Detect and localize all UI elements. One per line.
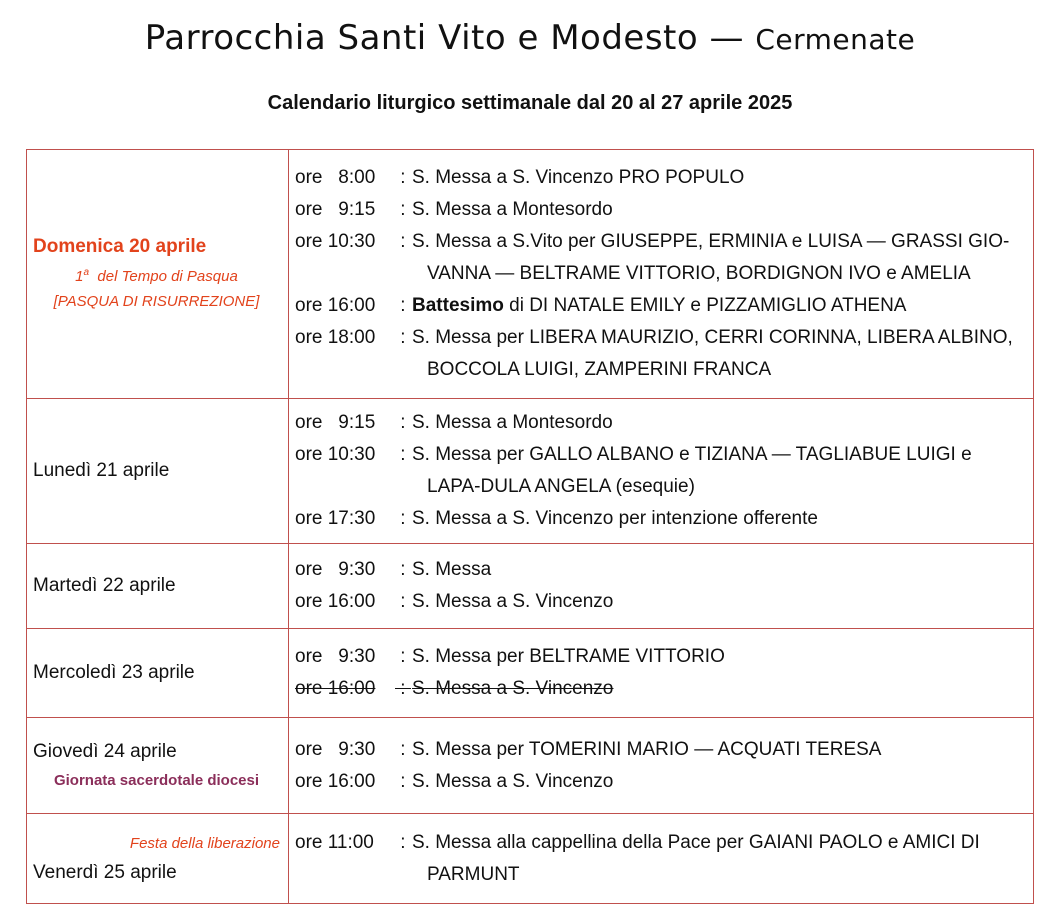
calendar-subtitle: Calendario liturgico settimanale dal 20 al 27 aprile 2025: [267, 92, 793, 114]
event-time: ore 9:30: [295, 646, 376, 667]
day-name: Venerdì 25 aprile: [33, 861, 177, 883]
event-entry: [295, 734, 1027, 766]
event-description: S. Messa per BELTRAME VITTORIO: [412, 646, 725, 667]
parish-place: Cermenate: [755, 23, 916, 56]
day-name: Lunedì 21 aprile: [33, 460, 170, 481]
day-row-thursday: [27, 718, 1034, 814]
event-entry: [295, 586, 1027, 618]
event-separator: :: [395, 231, 411, 252]
event-description: S. Messa a S. Vincenzo: [412, 770, 614, 792]
event-description: S. Messa a S. Vincenzo: [412, 591, 614, 612]
day-note-diocese: Giornata sacerdotale diocesi: [53, 771, 260, 789]
event-entry: [295, 439, 1027, 503]
event-entry: [295, 407, 1027, 439]
day-note-holiday: Festa della liberazione: [129, 834, 280, 852]
event-time: ore 17:30: [295, 508, 376, 529]
event-description: S. Messa a S. Vincenzo per intenzione offerente: [412, 508, 818, 529]
events-cell: [289, 544, 1034, 629]
event-separator: :: [395, 412, 411, 433]
event-separator: :: [395, 508, 411, 529]
events-cell: [289, 814, 1034, 904]
day-cell: [27, 150, 289, 399]
event-separator: :: [395, 831, 411, 853]
day-cell: [27, 718, 289, 814]
day-note-feast: [PASQUA DI RISURREZIONE]: [53, 293, 260, 310]
event-entry: [295, 554, 1027, 586]
day-row-wednesday: [27, 629, 1034, 718]
day-row-tuesday: [27, 544, 1034, 629]
event-time: ore 16:00: [295, 770, 376, 792]
event-entry: [295, 290, 1027, 322]
events-cell: [289, 629, 1034, 718]
day-name: Mercoledì 23 aprile: [33, 662, 195, 683]
day-name: Domenica 20 aprile: [33, 236, 207, 257]
event-time: ore 16:00: [295, 591, 376, 612]
event-description: S. Messa a S. Vincenzo PRO POPULO: [412, 167, 745, 188]
event-entry-cancelled: [295, 673, 1027, 705]
day-row-monday: [27, 399, 1034, 544]
event-entry: [295, 322, 1027, 386]
event-separator: :: [395, 559, 411, 580]
event-description: S. Messa per LIBERA MAURIZIO, CERRI CORINNA, LIBERA ALBINO, BOCCOLA LUIGI, ZAMPERINI FRANCA: [412, 327, 1013, 380]
day-name: Martedì 22 aprile: [33, 575, 176, 596]
events-cell: [289, 718, 1034, 814]
note-ordinal: 1: [75, 268, 84, 285]
day-cell: [27, 629, 289, 718]
event-time: ore 9:15: [295, 199, 376, 220]
event-separator: :: [395, 738, 411, 760]
event-description: S. Messa a S. Vincenzo: [412, 678, 614, 699]
day-row-friday: [27, 814, 1034, 904]
event-description: S. Messa per TOMERINI MARIO — ACQUATI TERESA: [412, 738, 882, 760]
event-time: ore 10:30: [295, 444, 376, 465]
event-time: ore 9:30: [295, 738, 376, 760]
parish-name: Parrocchia Santi Vito e Modesto: [144, 18, 699, 58]
event-separator: :: [395, 678, 411, 699]
event-separator: :: [395, 770, 411, 792]
event-time: ore 10:30: [295, 231, 376, 252]
event-separator: :: [395, 327, 411, 348]
event-description: S. Messa a Montesordo: [412, 412, 613, 433]
event-separator: :: [395, 646, 411, 667]
day-cell: [27, 814, 289, 904]
event-description: [412, 290, 1027, 322]
day-name: Giovedì 24 aprile: [33, 740, 177, 762]
event-time: ore 9:15: [295, 412, 376, 433]
event-separator: :: [395, 199, 411, 220]
liturgical-calendar-table: [26, 149, 1034, 904]
event-entry: [295, 194, 1027, 226]
event-description: S. Messa: [412, 559, 492, 580]
event-description: S. Messa per GALLO ALBANO e TIZIANA — TAGLIABUE LUIGI e LAPA-DULA ANGELA (esequie): [412, 444, 972, 497]
event-separator: :: [395, 591, 411, 612]
events-cell: [289, 150, 1034, 399]
event-entry: [295, 766, 1027, 798]
event-entry: [295, 503, 1027, 535]
event-entry: [295, 162, 1027, 194]
event-description: S. Messa alla cappellina della Pace per GAIANI PAOLO e AMICI DI PARMUNT: [412, 831, 980, 885]
event-separator: :: [395, 295, 411, 316]
day-row-sunday: [27, 150, 1034, 399]
event-entry: [295, 226, 1027, 290]
day-cell: [27, 544, 289, 629]
day-cell: [27, 399, 289, 544]
event-description-bold: Battesimo: [412, 295, 504, 316]
page-title: [0, 18, 1060, 58]
event-time: ore 8:00: [295, 167, 376, 188]
event-description: S. Messa a Montesordo: [412, 199, 613, 220]
note-ordinal-sup: a: [83, 267, 90, 278]
title-dash: —: [709, 18, 744, 58]
event-time: ore 9:30: [295, 559, 376, 580]
event-description-rest: di DI NATALE EMILY e PIZZAMIGLIO ATHENA: [503, 295, 907, 316]
event-time: ore 16:00: [295, 678, 376, 699]
event-entry: [295, 641, 1027, 673]
event-time: ore 11:00: [295, 831, 374, 853]
day-note-liturgical-week: [33, 259, 280, 291]
event-entry: [295, 827, 1027, 891]
event-description: S. Messa a S.Vito per GIUSEPPE, ERMINIA e LUISA — GRASSI GIO-VANNA — BELTRAME VITTORIO, BORDIGNON IVO e AMELIA: [412, 231, 1010, 284]
event-time: ore 18:00: [295, 327, 376, 348]
note-rest: del Tempo di Pasqua: [97, 268, 238, 285]
events-cell: [289, 399, 1034, 544]
event-separator: :: [395, 444, 411, 465]
event-time: ore 16:00: [295, 295, 376, 316]
event-separator: :: [395, 167, 411, 188]
